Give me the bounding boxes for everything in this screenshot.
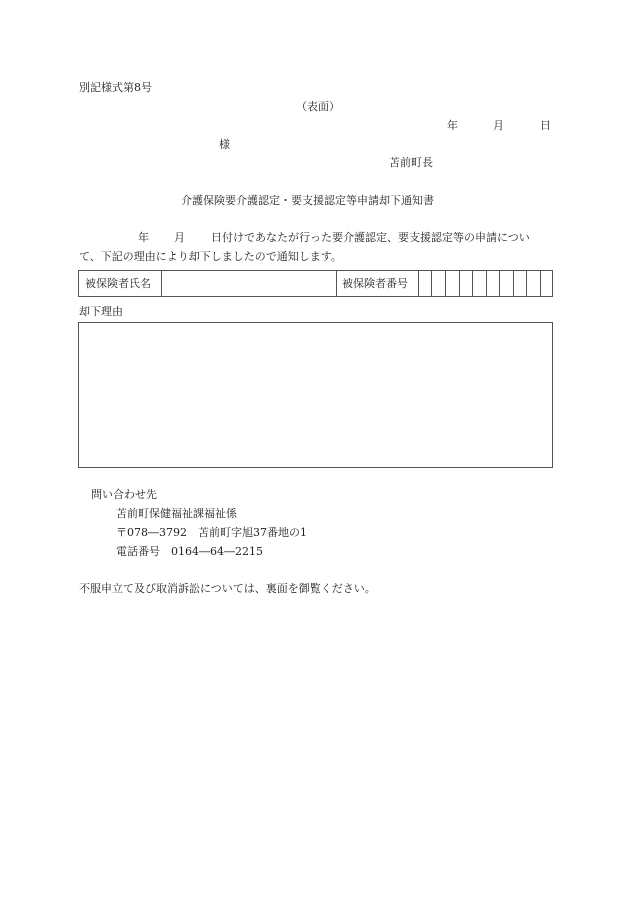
addressee-suffix: 様	[219, 138, 230, 151]
contact-heading: 問い合わせ先	[91, 488, 157, 501]
contact-address: 〒078―3792 苫前町字旭37番地の1	[116, 526, 307, 539]
contact-phone: 電話番号 0164―64―2215	[116, 545, 263, 558]
insured-number-digit[interactable]	[513, 271, 527, 296]
insured-number-label: 被保険者番号	[342, 277, 408, 290]
form-number: 別記様式第8号	[79, 81, 152, 94]
insured-number-label-cell	[336, 271, 419, 296]
date-day-label: 日	[540, 119, 551, 132]
document-title: 介護保険要介護認定・要支援認定等申請却下通知書	[181, 194, 434, 207]
rejection-reason-box[interactable]	[78, 322, 553, 468]
insured-info-table	[78, 270, 553, 297]
body-text-line-2: て、下記の理由により却下しましたので通知します。	[79, 250, 342, 263]
insured-number-digit[interactable]	[486, 271, 500, 296]
insured-number-digit[interactable]	[499, 271, 514, 296]
issuer: 苫前町長	[389, 156, 433, 169]
body-year-label: 年	[138, 231, 149, 244]
body-text-line-1: 日付けであなたが行った要介護認定、要支援認定等の申請につい	[211, 231, 530, 244]
insured-number-digit[interactable]	[472, 271, 487, 296]
appeal-note: 不服申立て及び取消訴訟については、裏面を御覧ください。	[79, 582, 376, 595]
date-year-label: 年	[447, 119, 458, 132]
side-label: （表面）	[296, 100, 340, 113]
rejection-reason-label: 却下理由	[79, 305, 123, 318]
date-month-label: 月	[493, 119, 504, 132]
body-month-label: 月	[174, 231, 185, 244]
insured-name-label: 被保険者氏名	[85, 277, 151, 290]
insured-number-digit[interactable]	[526, 271, 541, 296]
insured-number-digit[interactable]	[445, 271, 460, 296]
insured-number-digit[interactable]	[540, 271, 554, 296]
insured-number-digit[interactable]	[459, 271, 473, 296]
contact-department: 苫前町保健福祉課福祉係	[116, 507, 237, 520]
insured-number-digit[interactable]	[418, 271, 432, 296]
insured-number-digit[interactable]	[431, 271, 446, 296]
